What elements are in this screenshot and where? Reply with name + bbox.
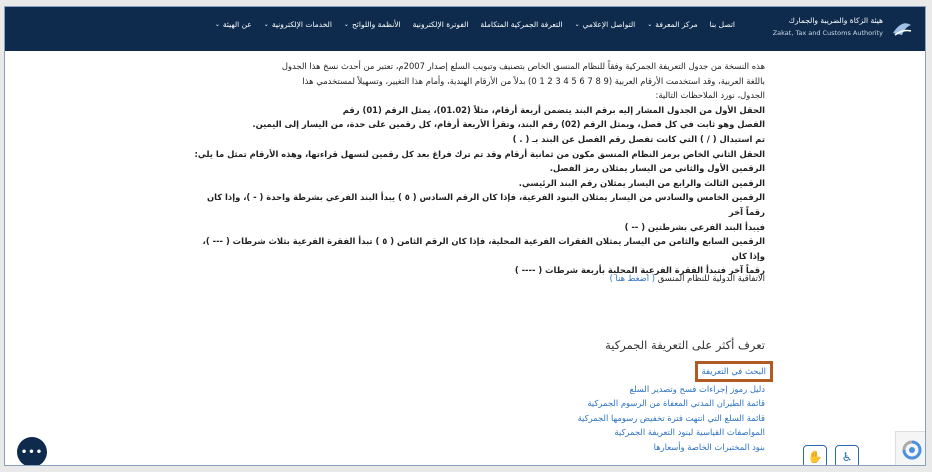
link-private-labs[interactable]: بنود المختبرات الخاصة وأسعارها <box>653 441 765 452</box>
recaptcha-icon <box>901 439 923 461</box>
note-line: الرقمين الخامس والسادس من اليسار يمثلان البنود الفرعية، فإذا كان الرقم السادس ( ٥ ) يبدأ البند الفرعي بشرطة واحدة ( - )، وإذا كان رقماً آخر <box>206 192 765 217</box>
top-navbar <box>5 7 925 51</box>
nav-knowledge-center[interactable] <box>647 20 697 29</box>
chevron-down-icon: ⌄ <box>574 21 580 28</box>
nav-regulations[interactable] <box>344 20 401 29</box>
note-line: الرقمين السابع والثامن من اليسار يمثلان الفقرات الفرعية المحلية، فإذا كان الرقم الثامن ( ٥ ) تبدأ الفقرة الفرعية بثلاث شرطات ( --- )، وإذا كان <box>202 236 765 261</box>
chevron-down-icon: ⌄ <box>647 21 653 28</box>
accessibility-button[interactable] <box>835 445 859 466</box>
highlight-box: البحث في التعريفة <box>695 361 773 382</box>
note-line: الجدول، نورد الملاحظات التالية: <box>655 90 765 101</box>
link-tariff-search[interactable] <box>578 361 765 382</box>
link-expired-reduction-list[interactable]: قائمة السلع التي انتهت فترة تخفيض رسومها الجمركية <box>577 412 765 423</box>
logo-name-english: Zakat, Tax and Customs Authority <box>772 29 883 37</box>
nav-media[interactable] <box>575 20 636 29</box>
accessibility-icon: ♿ <box>841 450 853 464</box>
recaptcha-badge[interactable] <box>895 431 926 466</box>
intl-convention-line <box>610 273 765 283</box>
link-clearance-codes-guide[interactable]: دليل رموز إجراءات فسح وتصدير السلع <box>629 383 765 394</box>
nav-media-label: التواصل الإعلامي <box>582 20 636 29</box>
chat-button[interactable] <box>17 437 47 466</box>
nav-integrated-tariff[interactable] <box>480 20 562 29</box>
note-line: رقماً آخر فتبدأ الفقرة الفرعية المحلية بأربعة شرطات ( ---- ) <box>514 265 765 276</box>
nav-einvoicing[interactable] <box>413 20 469 29</box>
sign-language-button[interactable] <box>803 445 827 466</box>
logo-mark-icon <box>889 15 915 41</box>
intl-convention-text: الاتفاقية الدولية للنظام المنسق <box>657 273 765 283</box>
learn-more-links <box>578 361 765 455</box>
logo-name-arabic: هيئة الزكاة والضريبة والجمارك <box>788 16 883 25</box>
sign-language-icon: ✋ <box>807 450 823 464</box>
intl-convention-link[interactable]: ( اضغط هنا ) <box>609 273 656 283</box>
note-line: فيبدأ البند الفرعي بشرطتين ( -- ) <box>624 221 765 232</box>
note-line: الرقمين الثالث والرابع من اليسار يمثلان رقم البند الرئيسي. <box>518 177 765 188</box>
authority-logo[interactable] <box>755 13 915 45</box>
note-line: الفصل وهو ثابت في كل فصل، ويمثل الرقم (02) رقم البند، وتقرأ الأربعة أرقام، كل رقمين على حدة، من اليسار إلى اليمين. <box>252 119 765 130</box>
chat-icon: ••• <box>20 446 44 458</box>
note-line: تم استبدال ( / ) التي كانت تفصل رقم الفصل عن البند بـ ( . ) <box>512 133 765 144</box>
nav-about[interactable] <box>215 20 252 29</box>
link-standards[interactable]: المواصفات القياسية لبنود التعريفة الجمركية <box>614 427 765 438</box>
link-civil-aviation-exempt-list[interactable]: قائمة الطيران المدني المعفاة من الرسوم الجمركية <box>587 398 765 409</box>
main-nav <box>215 20 735 29</box>
note-line: الحقل الأول من الجدول المشار إليه برقم البند يتضمن أربعة أرقام، مثلاً (01.02)، يمثل الرقم (01) رقم <box>342 104 765 115</box>
browser-frame <box>4 6 926 466</box>
note-line: باللغة العربية، وقد استخدمت الأرقام العربية (9 8 7 6 5 4 3 2 1 0) بدلاً من الأرقام الهندية، وأمام هذا التغيير، وتسهيلاً لمستخدمي هذا <box>302 75 765 86</box>
nav-contact-label: اتصل بنا <box>709 20 735 29</box>
nav-contact[interactable] <box>710 20 735 29</box>
chevron-down-icon: ⌄ <box>214 21 220 28</box>
nav-eservices[interactable] <box>264 20 332 29</box>
chevron-down-icon: ⌄ <box>263 21 269 28</box>
learn-more-heading: تعرف أكثر على التعريفة الجمركية <box>605 338 765 352</box>
nav-integrated-tariff-label: التعرفة الجمركية المتكاملة <box>480 20 563 29</box>
nav-regulations-label: الأنظمة واللوائح <box>351 20 401 29</box>
nav-knowledge-center-label: مركز المعرفة <box>655 20 698 29</box>
nav-eservices-label: الخدمات الإلكترونية <box>271 20 332 29</box>
tariff-notes <box>185 59 765 278</box>
nav-einvoicing-label: الفوترة الإلكترونية <box>412 20 469 29</box>
note-line: هذه النسخة من جدول التعريفة الجمركية وفقاً للنظام المنسق الخاص بتصنيف وتبويب السلع إصدار 2007م، تعتبر من أحدث نسخ هذا الجدول <box>281 61 765 71</box>
chevron-down-icon: ⌄ <box>343 21 349 28</box>
note-line: الرقمين الأول والثاني من اليسار يمثلان رمز الفصل. <box>549 163 765 174</box>
note-line: الحقل الثاني الخاص برمز النظام المنسق مكون من ثمانية أرقام وقد تم ترك فراغ بعد كل رقمين لتسهل قراءتها، وهذه الأرقام تمثل ما يلي: <box>194 148 765 159</box>
nav-about-label: عن الهيئة <box>222 20 252 29</box>
